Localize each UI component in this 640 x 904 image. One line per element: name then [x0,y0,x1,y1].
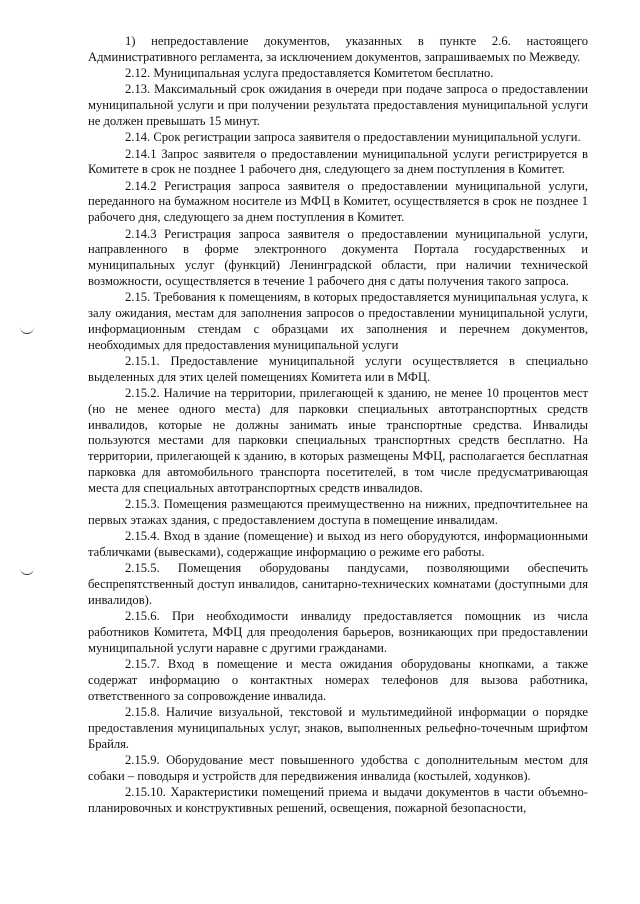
paragraph-2-15-2-parking: 2.15.2. Наличие на территории, прилегающей к зданию, не менее 10 процентов мест (но не менее одного места) для парковки специальных автотранспортных средств инвалидов, которые не должны занимать иные транспортные средства. Инвалиды пользуются местами для парковки специальных транспортных средств бесплатно. На территории, прилегающей к зданию, в которых размещены МФЦ, располагается бесплатная парковка для автомобильного транспорта посетителей, в том числе предусматривающая места для специальных автотранспортных средств инвалидов. [88,386,588,495]
paragraph-2-15-1: 2.15.1. Предоставление муниципальной услуги осуществляется в специально выделенных для этих целей помещениях Комитета или в МФЦ. [88,353,588,384]
paragraph-2-15-4: 2.15.4. Вход в здание (помещение) и выход из него оборудуются, информационными табличками (вывесками), содержащие информацию о режиме его работы. [88,529,588,559]
paragraph-2-14-1: 2.14.1 Запрос заявителя о предоставлении муниципальной услуги регистрируется в Комитете в срок не позднее 1 рабочего дня, следующего за днем поступления в Комитет. [88,146,588,177]
document-page [88,34,588,817]
paragraph-2-12-free-service: 2.12. Муниципальная услуга предоставляется Комитетом бесплатно. [125,66,494,81]
paragraph-item-1-refusal-grounds: 1) непредоставление документов, указанных в пункте 2.6. настоящего Административного регламента, за исключением документов, запрашиваемых по Межведу. [88,34,588,64]
paragraph-2-15-10: 2.15.10. Характеристики помещений приема и выдачи документов в части объемно-планировочных и конструктивных решений, освещения, пожарной безопасности, [88,784,588,815]
paragraph-2-14-3: 2.14.3 Регистрация запроса заявителя о предоставлении муниципальной услуги, направленного в форме электронного документа Портала государственных и муниципальных услуг (функций) Ленинградской области, при наличии технической возможности, осуществляется в течение 1 рабочего дня с даты получения такого запроса. [88,226,588,288]
paragraph-2-13-waiting-time: 2.13. Максимальный срок ожидания в очереди при подаче запроса о предоставлении муниципальной услуги и при получении результата предоставления муниципальной услуги не должен превышать 15 минут. [88,82,588,128]
paragraph-2-15-8: 2.15.8. Наличие визуальной, текстовой и мультимедийной информации о порядке предоставления муниципальных услуг, знаков, выполненных рельефно-точечным шрифтом Брайля. [88,704,588,751]
paragraph-2-15-premises-requirements: 2.15. Требования к помещениям, в которых предоставляется муниципальная услуга, к залу ожидания, местам для заполнения запросов о предоставлении муниципальной услуги, информационным стендам с образцами их заполнения и перечнем документов, необходимых для предоставления муниципальной услуги [88,290,588,352]
binding-hole-mark-bottom [20,567,34,575]
paragraph-2-15-7: 2.15.7. Вход в помещение и места ожидания оборудованы кнопками, а также содержат информацию о контактных номерах телефонов для вызова работника, ответственного за сопровождение инвалида. [88,657,588,703]
paragraph-2-15-5: 2.15.5. Помещения оборудованы пандусами, позволяющими обеспечить беспрепятственный доступ инвалидов, санитарно-технических комнатами (доступными для инвалидов). [88,561,588,607]
paragraph-2-15-9: 2.15.9. Оборудование мест повышенного удобства с дополнительным местом для собаки – поводыря и устройств для передвижения инвалида (костылей, ходунков). [88,752,588,783]
paragraph-2-15-3: 2.15.3. Помещения размещаются преимущественно на нижних, предпочтительнее на первых этажах здания, с предоставлением доступа в помещение инвалидам. [88,497,588,527]
binding-hole-mark-top [20,326,34,334]
paragraph-2-15-6: 2.15.6. При необходимости инвалиду предоставляется помощник из числа работников Комитета, МФЦ для преодоления барьеров, возникающих при предоставлении муниципальной услуги наравне с другими гражданами. [88,609,588,655]
paragraph-2-14-registration-term: 2.14. Срок регистрации запроса заявителя о предоставлении муниципальной услуги. [125,130,581,145]
paragraph-2-14-2: 2.14.2 Регистрация запроса заявителя о предоставлении муниципальной услуги, переданного на бумажном носителе из МФЦ в Комитет, осуществляется в срок не позднее 1 рабочего дня, следующего за днем поступления в Комитет. [88,178,588,225]
